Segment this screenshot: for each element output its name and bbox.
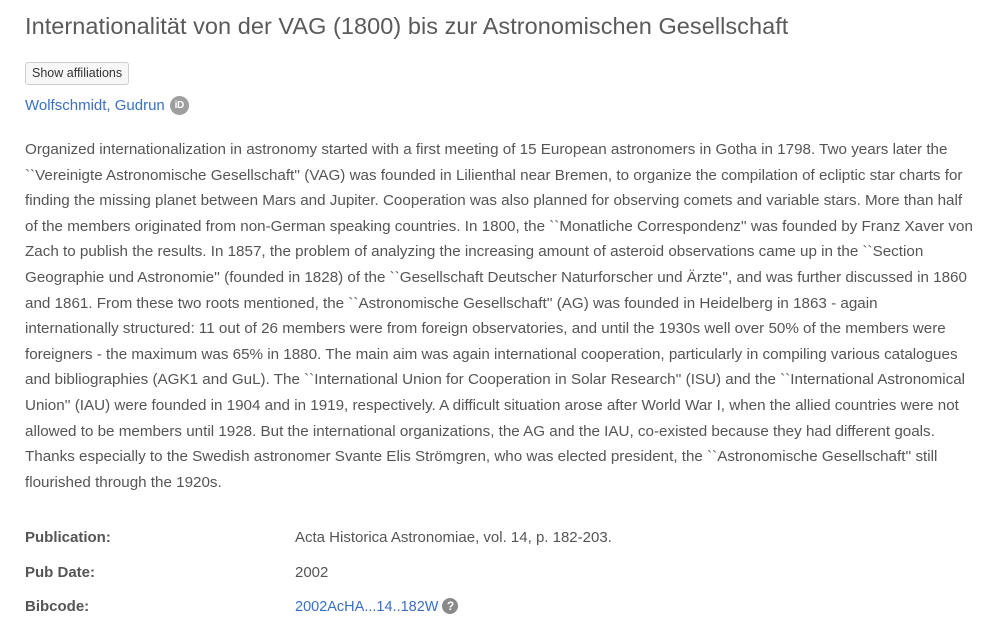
abstract-text: Organized internationalization in astronomy started with a first meeting of 15 European astronomers in Gotha in 1798. Two years later the ``Vereinigte Astronomische Gesellschaft'' (VAG) was founded in Lilienthal near Bremen, to organize the compilation of ecliptic star charts for finding the missing planet between Mars and Jupiter. Cooperation was also planned for observing comets and variable stars. More than half of the members originated from non-German speaking countries. In 1800, the ``Monatliche Correspondenz'' was founded by Franz Xaver von Zach to publish the results. In 1857, the problem of analyzing the increasing amount of asteroid observations came up in the ``Section Geographie und Astronomie'' (founded in 1828) of the ``Gesellschaft Deutscher Naturforscher und Ärzte'', and was further discussed in 1860 and 1861. From these two roots mentioned, the ``Astronomische Gesellschaft'' (AG) was founded in Heidelberg in 1863 - again internationally structured: 11 out of 26 members were from foreign observatories, and until the 1930s well over 50% of the members were foreigners - the maximum was 65% in 1880. The main aim was again international cooperation, particularly in compiling various catalogues and bibliographies (AGK1 and GuL). The ``International Union for Cooperation in Solar Research'' (ISU) and the ``International Astronomical Union'' (IAU) were founded in 1904 and in 1919, respectively. A difficult situation arose after World War I, when the allied countries were not allowed to be members until 1928. But the international organizations, the AG and the IAU, co-existed because they had different goals. Thanks especially to the Swedish astronomer Svante Elis Strömgren, who was elected president, the ``Astronomische Gesellschaft'' still flourished through the 1920s.	[25, 141, 973, 491]
publication-value: Acta Historica Astronomiae, vol. 14, p. 182-203.	[295, 529, 612, 546]
page-title: Internationalität von der VAG (1800) bis zur Astronomischen Gesellschaft	[25, 13, 789, 39]
publication-label: Publication:	[25, 529, 111, 546]
bibcode-value-wrap	[295, 598, 458, 615]
show-affiliations-button[interactable]: Show affiliations	[25, 62, 129, 85]
help-icon[interactable]: ?	[442, 598, 458, 614]
orcid-icon[interactable]: iD	[170, 96, 189, 115]
author-link[interactable]: Wolfschmidt, Gudrun	[25, 97, 165, 114]
publication-row	[25, 524, 975, 559]
metadata-table	[25, 524, 975, 628]
bibcode-label: Bibcode:	[25, 598, 90, 615]
bibcode-row	[25, 593, 975, 628]
bibcode-link[interactable]: 2002AcHA...14..182W	[295, 599, 439, 615]
author-list	[25, 96, 189, 115]
pubdate-row	[25, 559, 975, 594]
pubdate-value: 2002	[295, 563, 329, 581]
pubdate-label: Pub Date:	[25, 563, 96, 581]
